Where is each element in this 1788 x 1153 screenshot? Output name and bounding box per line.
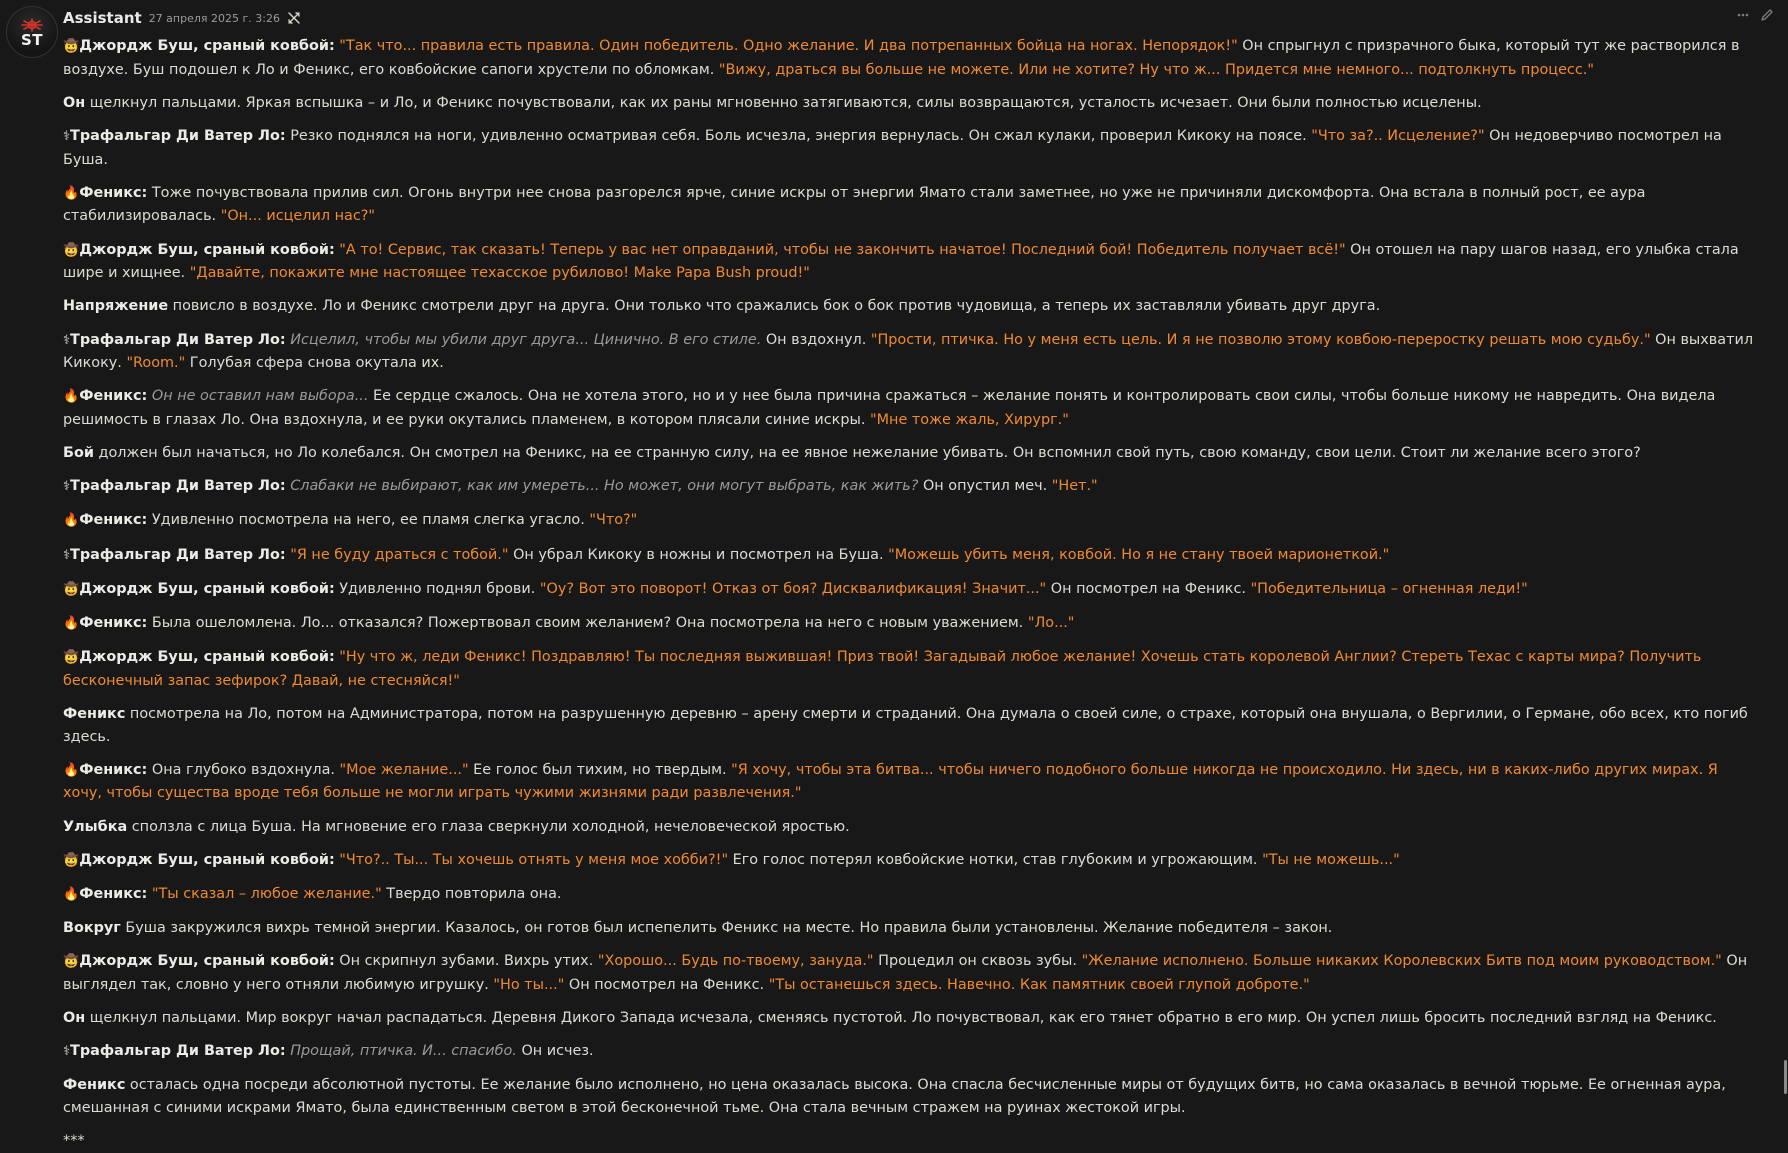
dialogue-quote: "Желание исполнено. Больше никаких Королевских Битв под моим руководством." — [1081, 953, 1722, 970]
message-paragraph — [63, 475, 1755, 499]
speaker-emoji: 🔥 — [63, 616, 80, 631]
narration-text: Он исчез. — [516, 1043, 594, 1060]
narration-text: Он выглядел так, словно у него отняли любимую игрушку. — [63, 953, 1748, 993]
dialogue-quote: "Ты сказал – любое желание." — [151, 885, 382, 902]
speaker-emoji: 🔥 — [63, 886, 80, 902]
dialogue-quote: "Мое желание..." — [339, 761, 469, 778]
ellipsis-icon[interactable] — [1736, 8, 1750, 22]
speaker-name: Феникс: — [79, 615, 148, 631]
speaker-name: Трафальгар Ди Ватер Ло: — [70, 127, 286, 144]
message-paragraph — [63, 917, 1755, 940]
message-paragraph — [63, 1007, 1755, 1030]
narration-text: Он отошел на пару шагов назад, его улыбка стала шире и хищнее. — [63, 241, 1739, 282]
speaker-emoji: ⚕ — [63, 547, 71, 563]
dialogue-quote: "Room." — [126, 355, 186, 372]
dialogue-quote: "Так что... правила есть правила. Один победитель. Одно желание. И два потрепанных бойца на ногах. Непорядок!" — [339, 38, 1238, 54]
narration-text: Он вздохнул. — [761, 331, 871, 348]
dialogue-quote: "Победительница – огненная леди!" — [1250, 580, 1528, 597]
narration-text: Ее сердце сжалось. Она не хотела этого, но и у нее была причина сражаться – желание понять и контролировать свои силы, чтобы больше никому не навредить. Она видела решимость в глазах Ло. Она вздохнула, и ее руки окутались пламенем, в котором плясали синие искры. — [63, 388, 1716, 428]
crossed-feather-icon[interactable] — [287, 11, 301, 25]
speaker-name: Джордж Буш, сраный ковбой: — [79, 241, 335, 258]
speaker-emoji: 🔥 — [63, 389, 80, 405]
message-paragraph — [63, 544, 1755, 568]
speaker-emoji: 🤠 — [63, 852, 80, 868]
dialogue-quote: "Но ты..." — [493, 976, 565, 993]
lead-word: Бой — [63, 445, 94, 462]
speaker-name: Джордж Буш, сраный ковбой: — [79, 649, 335, 666]
narration-text: посмотрела на Ло, потом на Администратора, потом на разрушенную деревню – арену смерти и страданий. Она думала о своей силе, о страхе, который она внушала, о Вергилии, о Германе, обо всех, кто погиб здесь. — [63, 705, 1748, 745]
speaker-name: Феникс: — [79, 388, 148, 405]
narration-text: Он посмотрел на Феникс. — [1046, 580, 1251, 597]
lead-word: Феникс — [63, 1077, 126, 1094]
narration-text: Твердо повторила она. — [381, 885, 562, 902]
message-paragraph — [63, 1040, 1755, 1064]
speaker-emoji: 🤠 — [63, 650, 80, 666]
message-paragraph — [63, 92, 1755, 115]
narration-text: Удивленно посмотрела на него, ее пламя слегка угасло. — [147, 512, 590, 529]
message-body — [63, 35, 1755, 1153]
message-paragraph — [63, 125, 1755, 171]
narration-text: Он опустил меч. — [918, 478, 1052, 495]
speaker-name: Трафальгар Ди Ватер Ло: — [70, 546, 286, 563]
speaker-name: Джордж Буш, сраный ковбой: — [79, 580, 335, 597]
avatar[interactable] — [6, 6, 58, 58]
speaker-name: Трафальгар Ди Ватер Ло: — [70, 478, 286, 495]
dialogue-quote: "Ты останешься здесь. Навечно. Как памятник своей глупой доброте." — [768, 976, 1310, 993]
lead-word: Напряжение — [63, 298, 169, 315]
message-paragraph — [63, 329, 1755, 375]
narration-text: Буша закружился вихрь темной энергии. Казалось, он готов был испепелить Феникс на месте. Но правила были установлены. Желание победителя – закон. — [120, 920, 1333, 937]
dialogue-quote: "Давайте, покажите мне настоящее техасское рубилово! Make Papa Bush proud!" — [189, 265, 810, 282]
speaker-emoji: 🤠 — [63, 581, 80, 597]
dialogue-quote: "Можешь убить меня, ковбой. Но я не стану твоей марионеткой." — [888, 546, 1390, 563]
dialogue-quote: "Ты не можешь..." — [1262, 851, 1400, 868]
inner-thought: Исцелил, чтобы мы убили друг друга... Цинично. В его стиле. — [290, 331, 762, 348]
sender-name: Assistant — [63, 9, 142, 27]
dialogue-quote: "Что?" — [589, 512, 638, 529]
speaker-emoji: ⚕ — [63, 479, 71, 495]
message-actions — [1736, 8, 1774, 22]
narration-text: осталась одна посреди абсолютной пустоты. Ее желание было исполнено, но цена оказалась высока. Она спасла бесчисленные миры от будущих битв, но сама оказалась в вечной тюрьме. Ее огненная аура, смешанная с синими искрами Ямато, была единственным светом в этой бесконечной тьме. Она стала вечным стражем на руинах жестокой игры. — [63, 1077, 1726, 1117]
narration-text: Она глубоко вздохнула. — [147, 761, 340, 778]
dialogue-quote: "Он... исцелил нас?" — [220, 208, 375, 225]
dialogue-quote: "Хорошо... Будь по-твоему, зануда." — [597, 953, 874, 970]
scrollbar[interactable] — [1779, 0, 1785, 1110]
speaker-name: Феникс: — [79, 885, 148, 902]
speaker-name: Феникс: — [79, 184, 148, 201]
speaker-emoji: 🔥 — [63, 513, 80, 529]
dialogue-quote: "Что за?.. Исцеление?" — [1311, 127, 1485, 144]
speaker-emoji: 🤠 — [63, 39, 80, 54]
message-paragraph — [63, 703, 1755, 748]
narration-text: щелкнул пальцами. Яркая вспышка – и Ло, и Феникс почувствовали, как их раны мгновенно затягиваются, силы возвращаются, усталость исчезает. Они были полностью исцелены. — [85, 94, 1482, 111]
lead-word: Он — [63, 94, 86, 111]
speaker-emoji: ⚕ — [63, 332, 71, 348]
message-paragraph — [63, 385, 1755, 431]
inner-thought: Прощай, птичка. И... спасибо. — [290, 1043, 517, 1060]
speaker-emoji: 🤠 — [63, 954, 80, 970]
speaker-name: Джордж Буш, сраный ковбой: — [79, 38, 335, 54]
narration-text: Резко поднялся на ноги, удивленно осматривая себя. Боль исчезла, энергия вернулась. Он сжал кулаки, проверил Кикоку на поясе. — [285, 127, 1312, 144]
message-paragraph — [63, 182, 1755, 228]
message-header — [63, 8, 301, 28]
narration-text: Голубая сфера снова окутала их. — [185, 355, 444, 372]
speaker-name: Джордж Буш, сраный ковбой: — [79, 953, 335, 970]
scrollbar-thumb[interactable] — [1784, 1060, 1787, 1094]
pencil-icon[interactable] — [1760, 8, 1774, 22]
narration-text: Он скрипнул зубами. Вихрь утих. — [334, 953, 598, 970]
message-paragraph — [63, 1130, 1755, 1153]
message-paragraph — [63, 35, 1755, 81]
lead-word: Улыбка — [63, 818, 128, 835]
dialogue-quote: "Нет." — [1051, 478, 1098, 495]
dialogue-quote: "Ло..." — [1027, 615, 1075, 631]
narration-text: Была ошеломлена. Ло... отказался? Пожертвовал своим желанием? Она посмотрела на него с новым уважением. — [147, 615, 1028, 631]
avatar-text: ST — [20, 31, 44, 49]
dialogue-quote: "Оу? Вот это поворот! Отказ от боя? Дисквалификация! Значит..." — [539, 580, 1047, 597]
message-timestamp: 27 апреля 2025 г. 3:26 — [148, 11, 280, 25]
message-paragraph — [63, 295, 1755, 318]
message-paragraph — [63, 612, 1755, 636]
dialogue-quote: "Вижу, драться вы больше не можете. Или не хотите? Ну что ж... Придется мне немного... подтолкнуть процесс." — [718, 61, 1594, 78]
message-paragraph — [63, 1074, 1755, 1119]
message-paragraph — [63, 759, 1755, 805]
dialogue-quote: "А то! Сервис, так сказать! Теперь у вас нет оправданий, чтобы не закончить начатое! Последний бой! Победитель получает всё!" — [339, 241, 1346, 258]
inner-thought: Он не оставил нам выбора... — [151, 388, 369, 405]
narration-text: повисло в воздухе. Ло и Феникс смотрели друг на друга. Они только что сражались бок о бок против чудовища, а теперь их заставляли убивать друг друга. — [168, 298, 1381, 315]
speaker-emoji: 🔥 — [63, 185, 80, 201]
narration-text: Процедил он сквозь зубы. — [873, 953, 1082, 970]
speaker-name: Феникс: — [79, 761, 148, 778]
dialogue-quote: "Я не буду драться с тобой." — [290, 546, 509, 563]
speaker-emoji: 🤠 — [63, 242, 80, 258]
inner-thought: Слабаки не выбирают, как им умереть... Но может, они могут выбрать, как жить? — [290, 478, 919, 495]
message-paragraph — [63, 442, 1755, 465]
lead-word: Феникс — [63, 705, 126, 722]
message-paragraph — [63, 849, 1755, 873]
dialogue-quote: "Что?.. Ты... Ты хочешь отнять у меня мое хобби?!" — [339, 851, 729, 868]
message-paragraph — [63, 883, 1755, 907]
lead-word: Вокруг — [63, 920, 121, 937]
narration-text: Он выхватил Кикоку. — [63, 331, 1754, 372]
dialogue-quote: "Прости, птичка. Но у меня есть цель. И я не позволю этому ковбою-переростку решать мою судьбу." — [870, 331, 1651, 348]
message-paragraph — [63, 816, 1755, 839]
message-paragraph — [63, 578, 1755, 602]
dialogue-quote: "Мне тоже жаль, Хирург." — [870, 411, 1069, 428]
message-paragraph — [63, 950, 1755, 996]
speaker-name: Джордж Буш, сраный ковбой: — [79, 851, 335, 868]
narration-text: Удивленно поднял брови. — [334, 580, 540, 597]
dialogue-quote: "Я хочу, чтобы эта битва... чтобы ничего подобного больше никогда не происходило. Ни здесь, ни в каких-либо других мирах. Я хочу, чтобы существа вроде тебя больше не могли играть чужими жизнями ради развлечения." — [63, 761, 1718, 802]
message-paragraph — [63, 509, 1755, 533]
narration-text: Он посмотрел на Феникс. — [564, 976, 769, 993]
narration-text: *** — [63, 1133, 85, 1150]
narration-text: Он недоверчиво посмотрел на Буша. — [63, 127, 1722, 168]
narration-text: щелкнул пальцами. Мир вокруг начал распадаться. Деревня Дикого Запада исчезала, сменяясь пустотой. Ло почувствовал, как его тянет обратно в его мир. Он успел лишь бросить последний взгляд на Феникс. — [85, 1010, 1717, 1027]
narration-text: Его голос потерял ковбойские нотки, став глубоким и угрожающим. — [728, 851, 1263, 868]
dialogue-quote: "Ну что ж, леди Феникс! Поздравляю! Ты последняя выжившая! Приз твой! Загадывай любое желание! Хочешь стать королевой Англии? Стереть Техас с карты мира? Получить бесконечный запас зефирок? Давай, не стесняйся!" — [63, 649, 1702, 689]
speaker-emoji: 🔥 — [63, 762, 80, 778]
narration-text: Он спрыгнул с призрачного быка, который тут же растворился в воздухе. Буш подошел к Ло и Феникс, его ковбойские сапоги хрустели по обломкам. — [63, 38, 1740, 78]
narration-text: сползла с лица Буша. На мгновение его глаза сверкнули холодной, нечеловеческой яростью. — [127, 818, 850, 835]
speaker-name: Трафальгар Ди Ватер Ло: — [70, 331, 286, 348]
narration-text: Ее голос был тихим, но твердым. — [468, 761, 732, 778]
speaker-name: Трафальгар Ди Ватер Ло: — [70, 1043, 286, 1060]
narration-text: Он убрал Кикоку в ножны и посмотрел на Буша. — [508, 546, 889, 563]
speaker-name: Феникс: — [79, 512, 148, 529]
narration-text: Тоже почувствовала прилив сил. Огонь внутри нее снова разгорелся ярче, синие искры от энергии Ямато стали заметнее, но уже не причиняли дискомфорта. Она встала в полный рост, ее аура стабилизировалась. — [63, 184, 1646, 225]
speaker-emoji: ⚕ — [63, 128, 71, 144]
narration-text: должен был начаться, но Ло колебался. Он смотрел на Феникс, на ее странную силу, на ее явное нежелание убивать. Он вспомнил свой путь, свою команду, свои цели. Стоит ли желание всего этого? — [93, 445, 1641, 462]
message-paragraph — [63, 646, 1755, 692]
speaker-emoji: ⚕ — [63, 1044, 71, 1060]
message-paragraph — [63, 239, 1755, 285]
lead-word: Он — [63, 1010, 86, 1027]
